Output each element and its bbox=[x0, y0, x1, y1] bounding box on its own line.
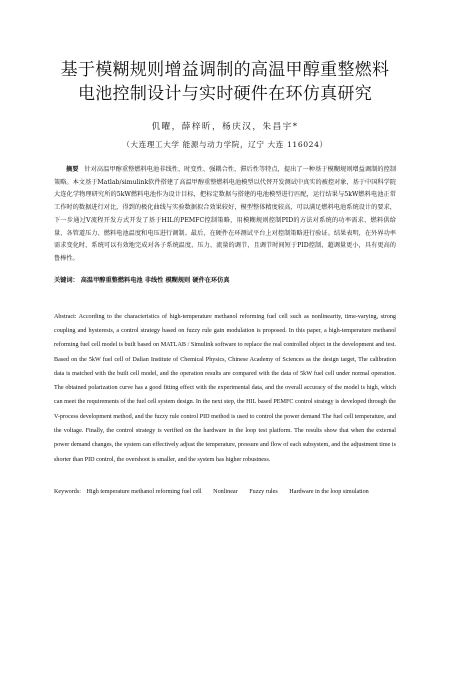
keywords-chinese bbox=[54, 275, 396, 286]
keywords-chinese-label: 关键词： bbox=[54, 276, 79, 284]
abstract-chinese-text: 针对高温甲醇重整燃料电池非线性、时变性、强耦合性、滞后性等特点，提出了一种基于模糊规则增益调制的控制策略。本文基于Matlab/simulink软件搭建了高温甲醇重整燃料电池模型以代替开发测试中真实的被控对象，基于中国科学院大连化学物理研究所的5kW燃料电池作为设计目标，把标定数据与搭建的电池模型进行匹配，运行结果与5kW燃料电池正常工作时的数据进行对比，得到的极化曲线与实验数据拟合效果较好，模型整体精度较高，可以满足燃料电池系统设计的要求，下一步通过V流程开发方式开发了基于HIL的PEMFC控制策略，用模糊规则控制PID的方法对系统的功率需求、燃料供给量、各管道压力、燃料电池温度和电压进行调制。最后，在硬件在环测试平台上对控制策略进行验证。结果表明，在外界功率需求变化时，系统可以有效地完成对各子系统温度、压力、流量的调节，且调节时间短于PID控制，超调量更小，具有更高的鲁棒性。 bbox=[54, 166, 397, 262]
paper-page bbox=[0, 58, 450, 695]
abstract-english: Abstract: According to the characteristics of high-temperature methanol reforming fuel cell such as nonlinearity, time-varying, strong coupling and hysteresis, a control strategy based on fuzzy rule gain modulation is proposed. In this paper, a high-temperature methanol reforming fuel cell model is built based on MATLAB / Simulink software to replace the real controlled object in the development and test. Based on the 5kW fuel cell of Dalian Institute of Chemical Physics, Chinese Academy of Sciences as the design target, The calibration data is matched with the built cell model, and the operation results are compared with the data of 5kW fuel cell under normal operation. The obtained polarization curve has a good fitting effect with the experimental data, and the overall accuracy of the model is high, which can meet the requirements of the fuel cell system design. In the next step, the HIL based PEMFC control strategy is developed through the V-process development method, and the fuzzy rule control PID method is used to control the power demand The fuel cell temperature, and the voltage. Finally, the control strategy is verified on the hardware in the loop test platform. The results show that when the external power demand changes, the system can effectively adjust the temperature, pressure and flow of each subsystem, and the adjustment time is shorter than PID control, the overshoot is smaller, and the system has higher robustness. bbox=[54, 313, 396, 463]
keywords-english-label: Keywords: bbox=[54, 488, 81, 495]
paper-title: 基于模糊规则增益调制的高温甲醇重整燃料电池控制设计与实时硬件在环仿真研究 bbox=[60, 60, 390, 104]
keyword-english: High temperature methanol reforming fuel cell bbox=[86, 488, 202, 495]
abstract-chinese-label: 摘要 bbox=[66, 166, 79, 173]
keywords-english bbox=[54, 485, 396, 499]
keyword-english: Nonlinear bbox=[213, 488, 238, 495]
keyword-english: Hardware in the loop simulation bbox=[289, 488, 369, 495]
keyword-english: Fuzzy rules bbox=[249, 488, 278, 495]
abstract-chinese bbox=[54, 164, 396, 266]
affiliation: （大连理工大学 能源与动力学院，辽宁 大连 116024） bbox=[122, 140, 328, 149]
author-list: 仉曜，薛梓昕，杨庆汉，朱昌宇* bbox=[151, 122, 299, 132]
keywords-chinese-text: 高温甲醇重整燃料电池 非线性 模糊规则 硬件在环仿真 bbox=[80, 276, 230, 284]
